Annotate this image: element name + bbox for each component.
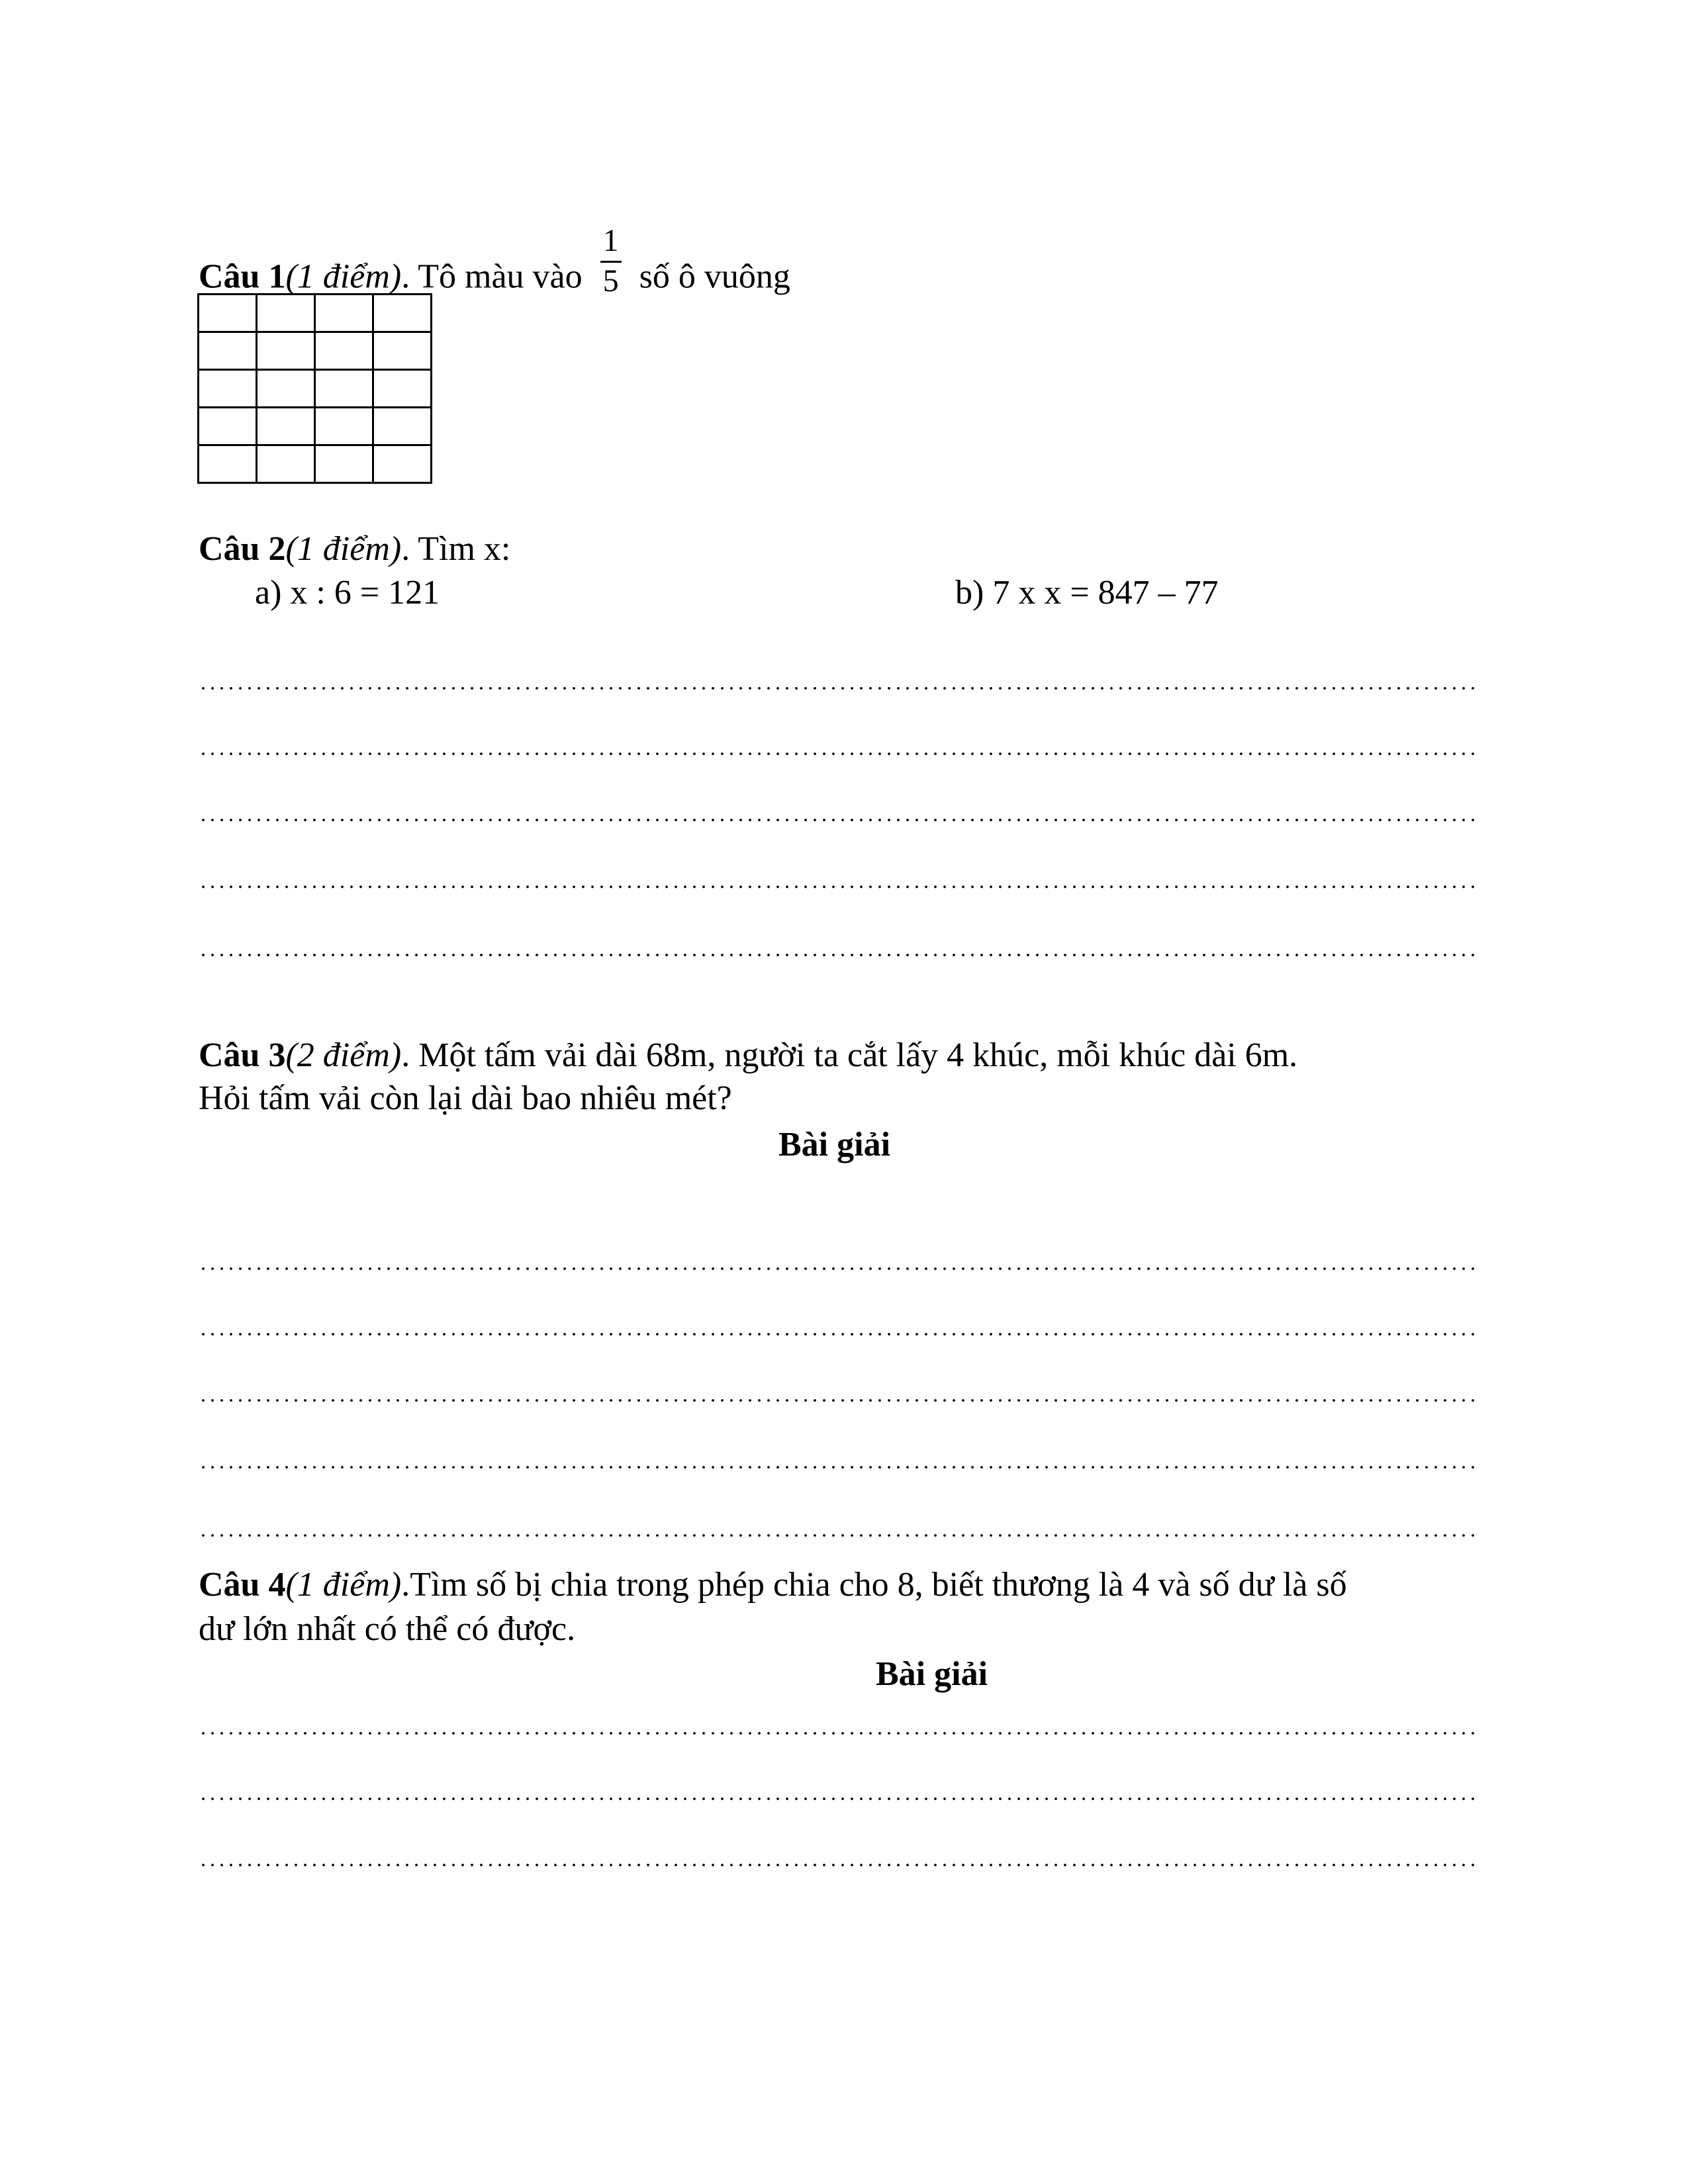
grid-cell[interactable] [315, 445, 373, 483]
question-4-text-line2: dư lớn nhất có thể có được. [199, 1610, 576, 1648]
question-4 [199, 1565, 1347, 1605]
grid-cell[interactable] [315, 295, 373, 332]
grid-cell[interactable] [373, 295, 432, 332]
question-2-part-a: a) x : 6 = 121 [255, 574, 440, 612]
fraction-denominator: 5 [602, 263, 619, 298]
grid-row [199, 370, 432, 408]
grid-row [199, 408, 432, 445]
answer-line[interactable] [199, 1466, 1476, 1469]
grid-row [199, 445, 432, 483]
answer-line[interactable] [199, 1797, 1476, 1800]
question-2-points: (1 điểm) [285, 530, 402, 568]
answer-line[interactable] [199, 1732, 1476, 1735]
question-3-text-line2: Hỏi tấm vải còn lại dài bao nhiêu mét? [199, 1079, 732, 1117]
question-3-points: (2 điểm) [285, 1036, 402, 1074]
grid-cell[interactable] [199, 332, 257, 370]
question-1-text-after: số ô vuông [639, 257, 790, 296]
answer-line[interactable] [199, 1267, 1476, 1270]
answer-line[interactable] [199, 819, 1476, 821]
grid-cell[interactable] [257, 445, 315, 483]
grid-row [199, 295, 432, 332]
grid-cell[interactable] [315, 408, 373, 445]
question-2-part-b: b) 7 x x = 847 – 77 [955, 574, 1219, 612]
grid-cell[interactable] [373, 370, 432, 408]
answer-line[interactable] [199, 886, 1476, 888]
grid-cell[interactable] [199, 408, 257, 445]
grid-cell[interactable] [373, 445, 432, 483]
grid-cell[interactable] [257, 295, 315, 332]
grid-cell[interactable] [257, 370, 315, 408]
solution-heading: Bài giải [778, 1126, 891, 1163]
question-2-text: . Tìm x: [401, 530, 511, 568]
answer-line[interactable] [199, 1864, 1476, 1866]
question-4-text: .Tìm số bị chia trong phép chia cho 8, biết thương là 4 và số dư là số [401, 1566, 1347, 1604]
grid-cell[interactable] [199, 370, 257, 408]
answer-line[interactable] [199, 1534, 1476, 1537]
answer-line[interactable] [199, 1399, 1476, 1402]
grid-cell[interactable] [373, 332, 432, 370]
question-4-label: Câu 4 [199, 1566, 286, 1604]
fraction-one-fifth [600, 225, 622, 297]
question-3-text: . Một tấm vải dài 68m, người ta cắt lấy 4 khúc, mỗi khúc dài 6m. [401, 1036, 1298, 1074]
fraction-numerator: 1 [600, 225, 622, 263]
question-3-label: Câu 3 [199, 1036, 286, 1074]
grid-row [199, 332, 432, 370]
question-4-points: (1 điểm) [285, 1566, 402, 1604]
square-grid [197, 293, 432, 484]
grid-cell[interactable] [199, 295, 257, 332]
grid-cell[interactable] [199, 445, 257, 483]
answer-line[interactable] [199, 1333, 1476, 1336]
answer-line[interactable] [199, 954, 1476, 956]
solution-heading: Bài giải [876, 1655, 988, 1693]
question-1-text: . Tô màu vào [401, 257, 583, 296]
answer-line[interactable] [199, 752, 1476, 755]
question-2 [199, 529, 510, 569]
question-1-label: Câu 1 [199, 257, 286, 296]
grid-cell[interactable] [315, 370, 373, 408]
question-1-points: (1 điểm) [285, 257, 402, 296]
question-2-label: Câu 2 [199, 530, 286, 568]
grid-cell[interactable] [257, 332, 315, 370]
question-3 [199, 1036, 1297, 1075]
answer-line[interactable] [199, 687, 1476, 690]
grid-cell[interactable] [373, 408, 432, 445]
grid-cell[interactable] [315, 332, 373, 370]
grid-cell[interactable] [257, 408, 315, 445]
